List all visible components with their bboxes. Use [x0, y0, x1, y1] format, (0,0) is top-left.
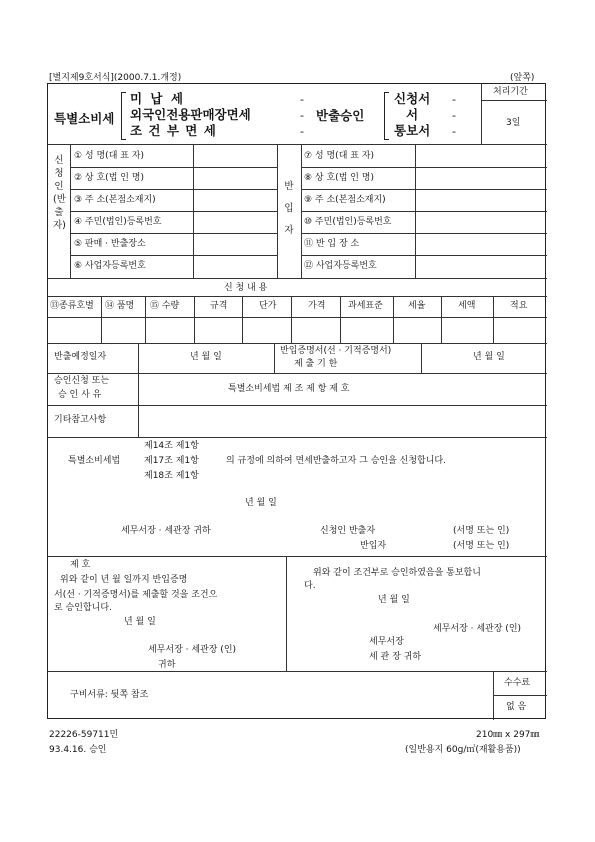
proof-deadline-label-1: 반입증명서(선 · 기적증명서) — [280, 346, 392, 356]
declaration-text: 의 규정에 의하여 면세반출하고자 그 승인을 신청합니다. — [226, 456, 446, 466]
approval-right-to-2: 세 관 장 귀하 — [369, 652, 422, 662]
title-bracket-left — [121, 92, 126, 140]
exporter-signature: (서명 또는 인) — [453, 526, 510, 536]
export-approval-label: 반출승인 — [316, 108, 365, 123]
declaration-law-name: 특별소비세법 — [68, 456, 121, 466]
col-tax-base: 과세표준 — [348, 301, 383, 311]
importer-row-11: ⑪ 반 입 장 소 — [304, 239, 360, 249]
col-quantity: ⑮ 수량 — [150, 301, 180, 311]
applicant-row-5: ⑤ 판매 · 반출장소 — [74, 239, 146, 249]
col-tax-amount: 세액 — [458, 301, 476, 311]
approval-left-addressee: 귀하 — [158, 660, 176, 670]
option-foreigner-dutyfree: 외국인전용판매장면세 — [130, 107, 251, 122]
declaration-article-18: 제18조 제1항 — [144, 471, 199, 481]
col-tax-rate: 세율 — [408, 301, 426, 311]
paper-size: 210㎜ x 297㎜ — [476, 730, 540, 740]
importer-section-label: 반입자 — [284, 181, 294, 236]
approval-right-date: 년 월 일 — [378, 595, 410, 605]
attachments-label: 구비서류: 뒷쪽 참조 — [70, 690, 149, 700]
doc-type-application: 신청서 — [394, 91, 431, 106]
doc-bracket — [384, 92, 389, 140]
approval-left-line-3: 로 승인합니다. — [54, 603, 112, 613]
applicant-row-6: ⑥ 사업자등록번호 — [74, 261, 146, 271]
export-date-label: 반출예정일자 — [54, 352, 107, 362]
approval-right-line-1: 위와 같이 조건부로 승인하였음을 통보합니 — [313, 568, 481, 578]
declaration-date: 년 월 일 — [245, 498, 277, 508]
approval-right-line-2: 다. — [304, 581, 316, 591]
tax-type-label: 특별소비세 — [54, 111, 115, 126]
declaration-article-14: 제14조 제1항 — [144, 441, 199, 451]
declaration-addressee: 세무서장 · 세관장 귀하 — [121, 526, 211, 536]
content-section-title: 신 청 내 용 — [224, 283, 268, 293]
other-notes-label: 기타참고사항 — [54, 415, 107, 425]
proof-deadline-label-2: 제 출 기 한 — [294, 359, 338, 369]
approval-left-date: 년 월 일 — [124, 617, 156, 627]
reason-label-2: 승 인 사 유 — [58, 390, 102, 400]
option-unpaid-tax: 미 납 세 — [130, 91, 185, 106]
col-item-name: ⑭ 품명 — [105, 301, 135, 311]
importer-row-9: ⑨ 주 소(본점소재지) — [304, 195, 386, 205]
applicant-row-1: ① 성 명(대 표 자) — [74, 151, 145, 161]
approval-right-signer: 세무서장 · 세관장 (인) — [433, 624, 522, 634]
col-unit-price: 단가 — [259, 301, 277, 311]
reason-law-text: 특별소비세법 제 조 제 항 제 호 — [228, 384, 350, 394]
approval-date-note: 93.4.16. 승인 — [49, 745, 107, 755]
doc-dash-3: - — [452, 125, 456, 138]
doc-type-notice: 통보서 — [394, 123, 431, 138]
doc-dash-2: - — [452, 109, 456, 122]
title-dash-1: - — [300, 93, 304, 106]
approval-left-signer: 세무서장 · 세관장 (인) — [148, 645, 237, 655]
approval-left-line-1: 위와 같이 년 월 일까지 반입증명 — [60, 575, 188, 585]
importer-row-10: ⑩ 주민(법인)등록번호 — [304, 217, 392, 227]
reason-label-1: 승인신청 또는 — [54, 376, 110, 386]
importer-signature: (서명 또는 인) — [453, 541, 510, 551]
fee-label: 수수료 — [504, 678, 531, 688]
declaration-importer-label: 반입자 — [360, 541, 387, 551]
declaration-exporter-label: 신청인 반출자 — [320, 526, 376, 536]
title-dash-2: - — [300, 109, 304, 122]
importer-row-12: ⑫ 사업자등록번호 — [304, 261, 377, 271]
proof-deadline-ymd: 년 월 일 — [473, 352, 505, 362]
declaration-article-17: 제17조 제1항 — [144, 456, 199, 466]
col-type-no: ⑬종류호별 — [50, 301, 94, 311]
option-conditional-exemption: 조 건 부 면 세 — [130, 123, 217, 138]
importer-row-8: ⑧ 상 호(법 인 명) — [304, 173, 375, 183]
applicant-row-3: ③ 주 소(본점소재지) — [74, 195, 156, 205]
approval-left-line-2: 서(선 · 기적증명서)를 제출할 것을 조건으 — [54, 590, 218, 600]
page-side-label: (앞쪽) — [510, 73, 535, 83]
doc-type-document: 서 — [406, 107, 419, 122]
col-remarks: 적요 — [510, 301, 528, 311]
doc-dash-1: - — [452, 93, 456, 106]
processing-period-label: 처리기간 — [493, 87, 528, 97]
approval-right-to-1: 세무서장 — [369, 637, 404, 647]
col-price: 가격 — [308, 301, 326, 311]
fee-value: 없 음 — [506, 702, 527, 712]
importer-row-7: ⑦ 성 명(대 표 자) — [304, 151, 375, 161]
approval-number: 제 호 — [70, 560, 91, 570]
applicant-section-label: 신청인(반출자) — [53, 155, 66, 231]
col-spec: 규격 — [210, 301, 228, 311]
form-code: 22226-59711민 — [49, 730, 119, 740]
processing-period-value: 3일 — [506, 118, 521, 128]
title-dash-3: - — [300, 125, 304, 138]
application-form — [47, 83, 546, 719]
export-date-ymd: 년 월 일 — [190, 352, 222, 362]
applicant-row-4: ④ 주민(법인)등록번호 — [74, 217, 162, 227]
form-number: [별지제9호서식](2000.7.1.개정) — [49, 73, 182, 83]
applicant-row-2: ② 상 호(법 인 명) — [74, 173, 145, 183]
paper-spec: (일반용지 60g/㎡(재활용품)) — [405, 745, 521, 755]
